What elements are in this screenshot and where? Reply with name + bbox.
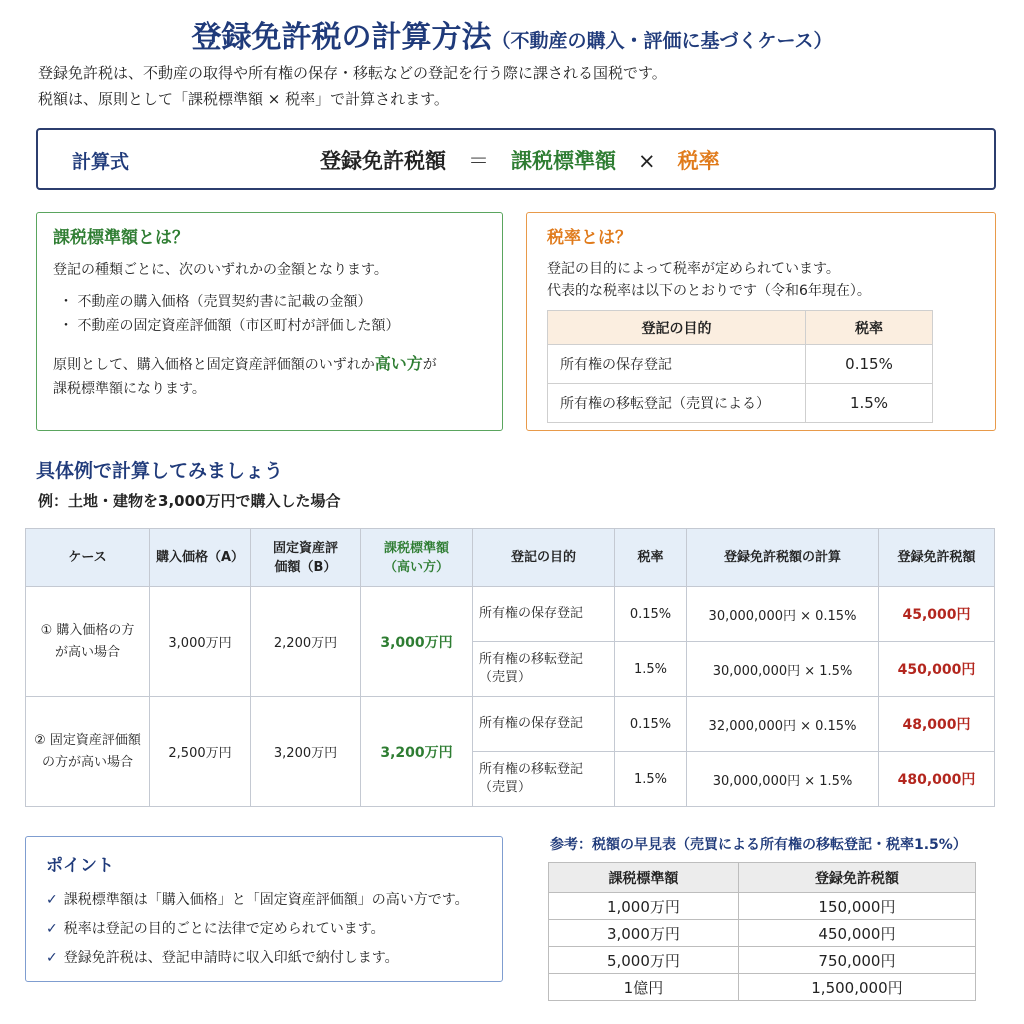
case-line: が高い場合 — [54, 644, 120, 660]
formula-base: 課税標準額 — [511, 149, 616, 173]
table-row — [26, 587, 995, 642]
formula-box — [36, 128, 996, 190]
column-header: 登録免許税額の計算 — [687, 529, 879, 587]
purpose-cell: 所有権の移転登記（売買による） — [548, 384, 806, 423]
check-icon: ✓ — [46, 921, 58, 937]
list-item — [46, 915, 482, 944]
case-line: ② 固定資産評価額 — [34, 732, 141, 748]
purpose-cell: 所有権の保存登記 — [548, 345, 806, 384]
column-header — [251, 529, 361, 587]
tax-rate-heading: 税率とは？ — [547, 228, 632, 248]
list-item: ・ 不動産の固定資産評価額（市区町村が評価した額） — [59, 318, 400, 334]
column-header: 登録免許税額 — [879, 529, 995, 587]
calc-cell: 30,000,000円 × 0.15% — [687, 587, 879, 642]
column-header: 登録免許税額 — [738, 863, 975, 893]
column-header: 税率 — [806, 311, 933, 345]
column-header: 課税標準額 — [549, 863, 739, 893]
case-line: ① 購入価格の方 — [40, 622, 135, 638]
list-item — [46, 944, 482, 973]
rate-cell: 0.15% — [615, 697, 687, 752]
reference-title: 参考：税額の早見表（売買による所有権の移転登記・税率1.5%） — [550, 837, 967, 853]
example-subtitle: 例：土地・建物を3,000万円で購入した場合 — [38, 492, 341, 510]
price-cell: 3,000万円 — [150, 587, 251, 697]
column-header — [361, 529, 473, 587]
note-text: 課税標準額になります。 — [53, 381, 206, 397]
formula-lhs: 登録免許税額 — [320, 149, 446, 173]
purpose-line: （売買） — [479, 670, 532, 685]
point-text: 登録免許税は、登記申請時に収入印紙で納付します。 — [63, 950, 399, 966]
check-icon: ✓ — [46, 950, 58, 966]
table-header-row — [549, 863, 976, 893]
example-table — [25, 528, 995, 807]
tax-cell: 1,500,000円 — [738, 974, 975, 1001]
price-cell: 2,500万円 — [150, 697, 251, 807]
header-line: 固定資産評 — [272, 540, 338, 556]
header-line: （高い方） — [383, 559, 449, 575]
formula-equals: ＝ — [468, 149, 489, 173]
tax-rate-table — [547, 310, 933, 423]
intro-line: 登録免許税は、不動産の取得や所有権の保存・移転などの登記を行う際に課される国税です。 — [38, 64, 667, 82]
note-text: が — [422, 357, 437, 373]
page-title — [0, 12, 1024, 56]
tax-cell: 450,000円 — [879, 642, 995, 697]
column-header: 登記の目的 — [548, 311, 806, 345]
assessed-cell: 2,200万円 — [251, 587, 361, 697]
purpose-cell — [473, 752, 615, 807]
tax-cell: 150,000円 — [738, 893, 975, 920]
example-title: 具体例で計算してみましょう — [36, 460, 284, 482]
point-list — [46, 886, 482, 973]
table-row — [26, 697, 995, 752]
taxable-base-heading: 課税標準額とは？ — [53, 228, 189, 248]
table-row — [549, 974, 976, 1001]
tax-cell: 750,000円 — [738, 947, 975, 974]
case-cell — [26, 697, 150, 807]
taxable-base-note — [53, 352, 486, 401]
base-cell: 3,000万円 — [361, 587, 473, 697]
note-highlight: 高い方 — [374, 354, 423, 373]
point-text: 税率は登記の目的ごとに法律で定められています。 — [63, 921, 385, 937]
purpose-line: 所有権の移転登記 — [479, 652, 584, 667]
calc-cell: 32,000,000円 × 0.15% — [687, 697, 879, 752]
point-text: 課税標準額は「購入価格」と「固定資産評価額」の高い方です。 — [63, 892, 469, 908]
reference-table — [548, 862, 976, 1001]
column-header: ケース — [26, 529, 150, 587]
purpose-cell — [473, 642, 615, 697]
table-row — [548, 345, 933, 384]
base-cell: 3,200万円 — [361, 697, 473, 807]
calc-cell: 30,000,000円 × 1.5% — [687, 642, 879, 697]
case-cell — [26, 587, 150, 697]
header-line: 価額（B） — [274, 559, 337, 575]
base-cell: 1億円 — [549, 974, 739, 1001]
point-box — [25, 836, 503, 982]
list-item — [46, 886, 482, 915]
base-cell: 3,000万円 — [549, 920, 739, 947]
column-header: 購入価格（A） — [150, 529, 251, 587]
table-header-row — [26, 529, 995, 587]
intro-text — [38, 60, 667, 112]
table-row — [549, 947, 976, 974]
intro-line: 税額は、原則として「課税標準額 × 税率」で計算されます。 — [38, 90, 449, 108]
tax-cell: 48,000円 — [879, 697, 995, 752]
base-cell: 5,000万円 — [549, 947, 739, 974]
formula-rate: 税率 — [677, 149, 720, 173]
column-header: 登記の目的 — [473, 529, 615, 587]
table-row — [548, 384, 933, 423]
calc-cell: 30,000,000円 × 1.5% — [687, 752, 879, 807]
purpose-line: （売買） — [479, 780, 532, 795]
formula-label: 計算式 — [72, 151, 130, 173]
case-line: の方が高い場合 — [41, 754, 133, 770]
formula-expression — [320, 145, 720, 175]
table-row — [549, 920, 976, 947]
tax-cell: 45,000円 — [879, 587, 995, 642]
assessed-cell: 3,200万円 — [251, 697, 361, 807]
tax-cell: 480,000円 — [879, 752, 995, 807]
rate-cell: 0.15% — [806, 345, 933, 384]
note-text: 原則として、購入価格と固定資産評価額のいずれか — [53, 357, 375, 373]
point-heading: ポイント — [46, 856, 114, 876]
tax-rate-line: 登記の目的によって税率が定められています。 — [547, 261, 840, 277]
tax-rate-line: 代表的な税率は以下のとおりです（令和6年現在）。 — [547, 283, 871, 299]
list-item: ・ 不動産の購入価格（売買契約書に記載の金額） — [59, 294, 372, 310]
purpose-cell: 所有権の保存登記 — [473, 697, 615, 752]
purpose-cell: 所有権の保存登記 — [473, 587, 615, 642]
header-line: 課税標準額 — [383, 540, 449, 556]
rate-cell: 0.15% — [615, 587, 687, 642]
table-header-row — [548, 311, 933, 345]
rate-cell: 1.5% — [615, 752, 687, 807]
tax-cell: 450,000円 — [738, 920, 975, 947]
check-icon: ✓ — [46, 892, 58, 908]
purpose-line: 所有権の移転登記 — [479, 762, 584, 777]
column-header: 税率 — [615, 529, 687, 587]
page-title-sub: （不動産の購入・評価に基づくケース） — [491, 30, 833, 52]
page-title-main: 登録免許税の計算方法 — [191, 20, 492, 55]
rate-cell: 1.5% — [806, 384, 933, 423]
table-row — [549, 893, 976, 920]
taxable-base-lead: 登記の種類ごとに、次のいずれかの金額となります。 — [53, 262, 388, 278]
taxable-base-box — [36, 212, 503, 431]
rate-cell: 1.5% — [615, 642, 687, 697]
tax-rate-box — [526, 212, 996, 431]
base-cell: 1,000万円 — [549, 893, 739, 920]
formula-times: × — [638, 149, 656, 173]
taxable-base-list — [59, 290, 486, 338]
